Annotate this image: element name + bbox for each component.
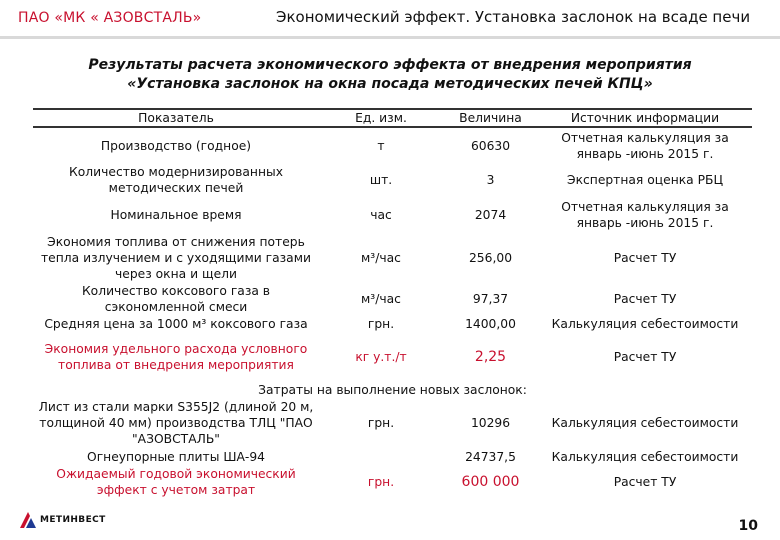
unit-cell: грн. (367, 316, 395, 331)
unit-cell: кг у.т./т (355, 349, 407, 364)
main-title-line-2: «Установка заслонок на окна посада методических печей КПЦ» (127, 76, 653, 92)
indicator-cell: Огнеупорные плиты ША-94 (87, 449, 265, 464)
source-cell: Расчет ТУ (613, 251, 677, 265)
main-title-line-1: Результаты расчета экономического эффекта от внедрения мероприятия (88, 57, 692, 73)
table-row (33, 163, 752, 197)
section-label: Затраты на выполнение новых заслонок: (258, 382, 527, 397)
table-row (33, 398, 752, 448)
unit-cell: т (377, 138, 385, 153)
unit-cell: грн. (367, 474, 395, 489)
source-cell: Экспертная оценка РБЦ (567, 173, 723, 187)
table-header-row (33, 109, 752, 127)
unit-cell (319, 448, 443, 465)
indicator-cell: Экономия удельного расхода условного топлива от внедрения мероприятия (44, 341, 308, 372)
value-cell: 60630 (470, 138, 511, 153)
indicator-cell: Производство (годное) (100, 138, 252, 153)
value-cell: 24737,5 (465, 449, 516, 464)
unit-cell: час (370, 208, 392, 222)
value-cell: 3 (486, 173, 495, 187)
source-cell: Калькуляция себестоимости (551, 316, 739, 331)
unit-cell: грн. (367, 416, 395, 430)
indicator-cell: Средняя цена за 1000 м³ коксового газа (44, 316, 308, 331)
value-cell: 10296 (470, 416, 511, 430)
logo-text: МЕТИНВЕСТ (40, 515, 106, 525)
table-row (33, 197, 752, 233)
table-row (33, 233, 752, 283)
slide-header-title: Экономический эффект. Установка заслонок на всаде печи (276, 8, 751, 26)
column-header-indicator: Показатель (138, 111, 214, 125)
indicator-cell: Количество коксового газа в сэкономленной смеси (81, 284, 271, 314)
source-cell: Отчетная калькуляция за январь -июнь 2015 г. (561, 130, 729, 161)
column-header-value: Величина (459, 111, 522, 125)
unit-cell: шт. (369, 173, 393, 187)
source-cell: Калькуляция себестоимости (551, 449, 739, 464)
indicator-cell: Экономия топлива от снижения потерь тепла излучением и с уходящими газами через окна и щели (41, 235, 311, 281)
value-cell: 256,00 (468, 251, 513, 265)
column-header-unit: Ед. изм. (355, 111, 407, 125)
table-row (33, 448, 752, 465)
main-title (40, 56, 740, 94)
table-row (33, 283, 752, 315)
source-cell: Расчет ТУ (613, 292, 677, 306)
source-cell: Расчет ТУ (613, 474, 677, 489)
value-cell: 2074 (474, 208, 507, 222)
indicator-cell: Лист из стали марки S355J2 (длиной 20 м, толщиной 40 мм) производства ТЛЦ "ПАО "АЗОВСТАЛЬ" (38, 400, 314, 446)
metinvest-logo-icon (20, 512, 36, 528)
unit-cell: м³/час (361, 251, 401, 265)
value-cell: 97,37 (472, 292, 509, 306)
indicator-cell: Номинальное время (110, 208, 242, 222)
value-cell: 1400,00 (465, 316, 516, 331)
table-row (33, 332, 752, 381)
header-divider (0, 36, 780, 39)
value-cell: 2,25 (474, 348, 507, 365)
company-logo (20, 512, 106, 528)
source-cell: Расчет ТУ (613, 349, 677, 364)
indicator-cell: Ожидаемый годовой экономический эффект с учетом затрат (56, 466, 296, 497)
column-header-source: Источник информации (570, 111, 720, 125)
economic-effect-table (33, 108, 752, 498)
section-header-row (33, 381, 752, 398)
company-name: ПАО «МК « АЗОВСТАЛЬ» (18, 10, 202, 26)
table-row (33, 315, 752, 332)
indicator-cell: Количество модернизированных методических печей (69, 165, 283, 195)
source-cell: Калькуляция себестоимости (551, 416, 739, 430)
page-number: 10 (738, 518, 758, 534)
table-row (33, 127, 752, 163)
value-cell: 600 000 (461, 473, 520, 490)
unit-cell: м³/час (361, 292, 401, 306)
table-row (33, 465, 752, 498)
source-cell: Отчетная калькуляция за январь -июнь 2015 г. (561, 200, 729, 230)
